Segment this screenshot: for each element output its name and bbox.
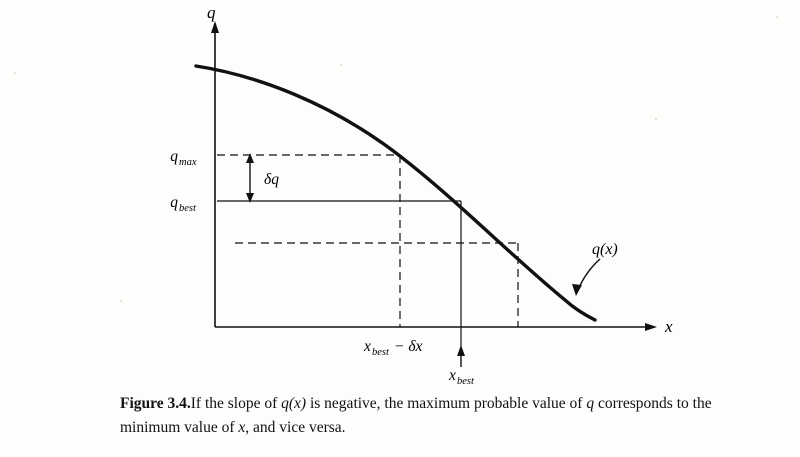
caption-text-2: is negative, the maximum probable value of [306, 395, 587, 412]
svg-text:best: best [372, 347, 389, 358]
svg-text:x: x [449, 367, 456, 384]
caption-text-4: , and vice versa. [245, 419, 346, 437]
svg-text:q: q [170, 148, 178, 165]
curve-label: q(x) [592, 241, 618, 258]
svg-text:− δx: − δx [394, 338, 423, 355]
caption-qx: q(x) [281, 395, 307, 412]
figure-number: Figure 3.4. [120, 395, 191, 412]
caption-q: q [586, 395, 595, 412]
curve-qx [196, 66, 595, 320]
y-axis [211, 21, 219, 327]
caption-x: x [238, 419, 246, 437]
caption-text-1: If the slope of [190, 395, 282, 412]
svg-text:x: x [364, 338, 371, 355]
delta-q-arrow [246, 153, 254, 203]
xbest-minus-dx-label [363, 338, 423, 358]
caption-text-3: corresponds to the minimum value of [120, 395, 712, 437]
delta-q-label: δq [264, 171, 279, 188]
xbest-tick-arrow [457, 345, 465, 367]
svg-text:q: q [170, 194, 178, 211]
y-axis-label: q [207, 3, 216, 22]
figure-caption [120, 392, 740, 440]
svg-text:max: max [179, 157, 197, 168]
x-axis [215, 323, 657, 331]
qbest-label [170, 194, 197, 214]
svg-text:best: best [457, 376, 474, 387]
svg-text:best: best [179, 203, 196, 214]
xbest-label [448, 367, 475, 387]
curve-callout-arrowhead [572, 284, 582, 296]
qmax-label [170, 148, 197, 168]
x-axis-label: x [665, 317, 673, 336]
